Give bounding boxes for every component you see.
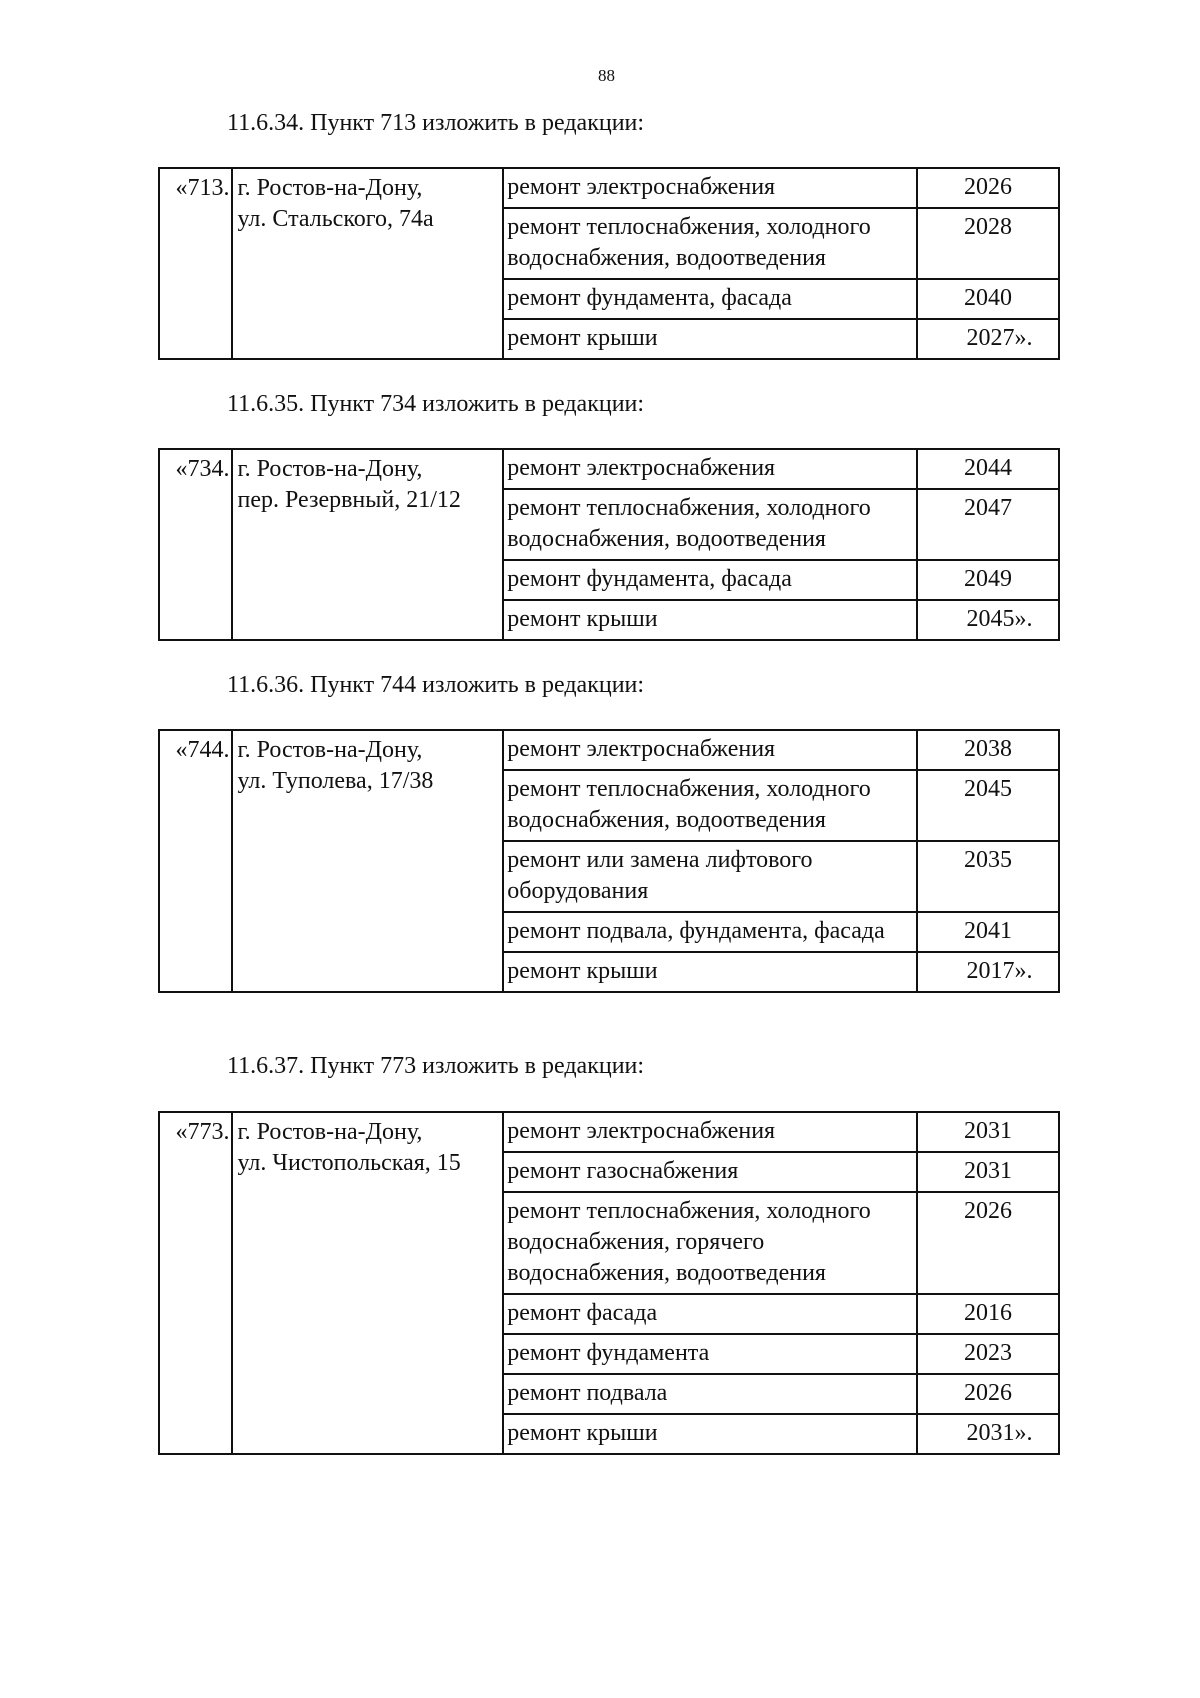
amendment-table	[158, 729, 1060, 993]
year-cell: 2038	[917, 730, 1059, 770]
work-cell: ремонт теплоснабжения, холодного водоснабжения, горячего водоснабжения, водоотведения	[503, 1192, 917, 1294]
work-cell: ремонт фасада	[503, 1294, 917, 1334]
item-number: «773.	[159, 1112, 232, 1454]
year-cell: 2026	[917, 1374, 1059, 1414]
work-cell: ремонт теплоснабжения, холодного водоснабжения, водоотведения	[503, 489, 917, 560]
item-number: «713.	[159, 168, 232, 359]
year-cell: 2044	[917, 449, 1059, 489]
address-cell	[232, 449, 503, 640]
year-cell	[917, 1414, 1059, 1454]
address-line: г. Ростов-на-Дону,	[237, 1119, 423, 1145]
work-cell: ремонт электроснабжения	[503, 1112, 917, 1152]
year-value: 2031».	[966, 1420, 1033, 1446]
address-cell	[232, 168, 503, 359]
year-cell: 2016	[917, 1294, 1059, 1334]
work-cell: ремонт крыши	[503, 319, 917, 359]
address-line: г. Ростов-на-Дону,	[237, 737, 423, 763]
page-number: 88	[598, 66, 615, 85]
address-line: г. Ростов-на-Дону,	[237, 175, 423, 201]
work-cell: ремонт электроснабжения	[503, 730, 917, 770]
work-cell: ремонт газоснабжения	[503, 1152, 917, 1192]
work-cell: ремонт теплоснабжения, холодного водоснабжения, водоотведения	[503, 770, 917, 841]
work-cell: ремонт фундамента, фасада	[503, 279, 917, 319]
year-cell: 2031	[917, 1152, 1059, 1192]
work-cell: ремонт крыши	[503, 1414, 917, 1454]
work-cell: ремонт крыши	[503, 952, 917, 992]
year-cell: 2035	[917, 841, 1059, 912]
address-line: пер. Резервный, 21/12	[237, 487, 461, 513]
section-heading: 11.6.35. Пункт 734 изложить в редакции:	[227, 391, 645, 417]
section-heading: 11.6.34. Пункт 713 изложить в редакции:	[227, 110, 645, 136]
work-cell: ремонт фундамента	[503, 1334, 917, 1374]
address-cell	[232, 730, 503, 992]
year-cell: 2041	[917, 912, 1059, 952]
work-cell: ремонт крыши	[503, 600, 917, 640]
year-value: 2027».	[966, 325, 1033, 351]
year-cell: 2047	[917, 489, 1059, 560]
year-cell: 2026	[917, 168, 1059, 208]
work-cell: ремонт теплоснабжения, холодного водоснабжения, водоотведения	[503, 208, 917, 279]
year-cell	[917, 600, 1059, 640]
section-heading: 11.6.36. Пункт 744 изложить в редакции:	[227, 672, 645, 698]
year-value: 2045».	[966, 606, 1033, 632]
year-value: 2017».	[966, 958, 1033, 984]
year-cell	[917, 952, 1059, 992]
year-cell: 2028	[917, 208, 1059, 279]
year-cell: 2045	[917, 770, 1059, 841]
work-cell: ремонт фундамента, фасада	[503, 560, 917, 600]
work-cell: ремонт электроснабжения	[503, 168, 917, 208]
table-row	[159, 1112, 1059, 1152]
section-heading: 11.6.37. Пункт 773 изложить в редакции:	[227, 1053, 645, 1079]
year-cell: 2040	[917, 279, 1059, 319]
work-cell: ремонт подвала, фундамента, фасада	[503, 912, 917, 952]
year-cell: 2026	[917, 1192, 1059, 1294]
amendment-table	[158, 167, 1060, 360]
amendment-table	[158, 1111, 1060, 1455]
address-line: ул. Чистопольская, 15	[237, 1150, 461, 1176]
address-line: г. Ростов-на-Дону,	[237, 456, 423, 482]
item-number: «744.	[159, 730, 232, 992]
table-row	[159, 730, 1059, 770]
table-row	[159, 449, 1059, 489]
table-row	[159, 168, 1059, 208]
item-number: «734.	[159, 449, 232, 640]
address-cell	[232, 1112, 503, 1454]
year-cell: 2023	[917, 1334, 1059, 1374]
work-cell: ремонт или замена лифтового оборудования	[503, 841, 917, 912]
address-line: ул. Туполева, 17/38	[237, 768, 434, 794]
work-cell: ремонт электроснабжения	[503, 449, 917, 489]
year-cell: 2049	[917, 560, 1059, 600]
address-line: ул. Стальского, 74а	[237, 206, 434, 232]
year-cell	[917, 319, 1059, 359]
year-cell: 2031	[917, 1112, 1059, 1152]
work-cell: ремонт подвала	[503, 1374, 917, 1414]
amendment-table	[158, 448, 1060, 641]
